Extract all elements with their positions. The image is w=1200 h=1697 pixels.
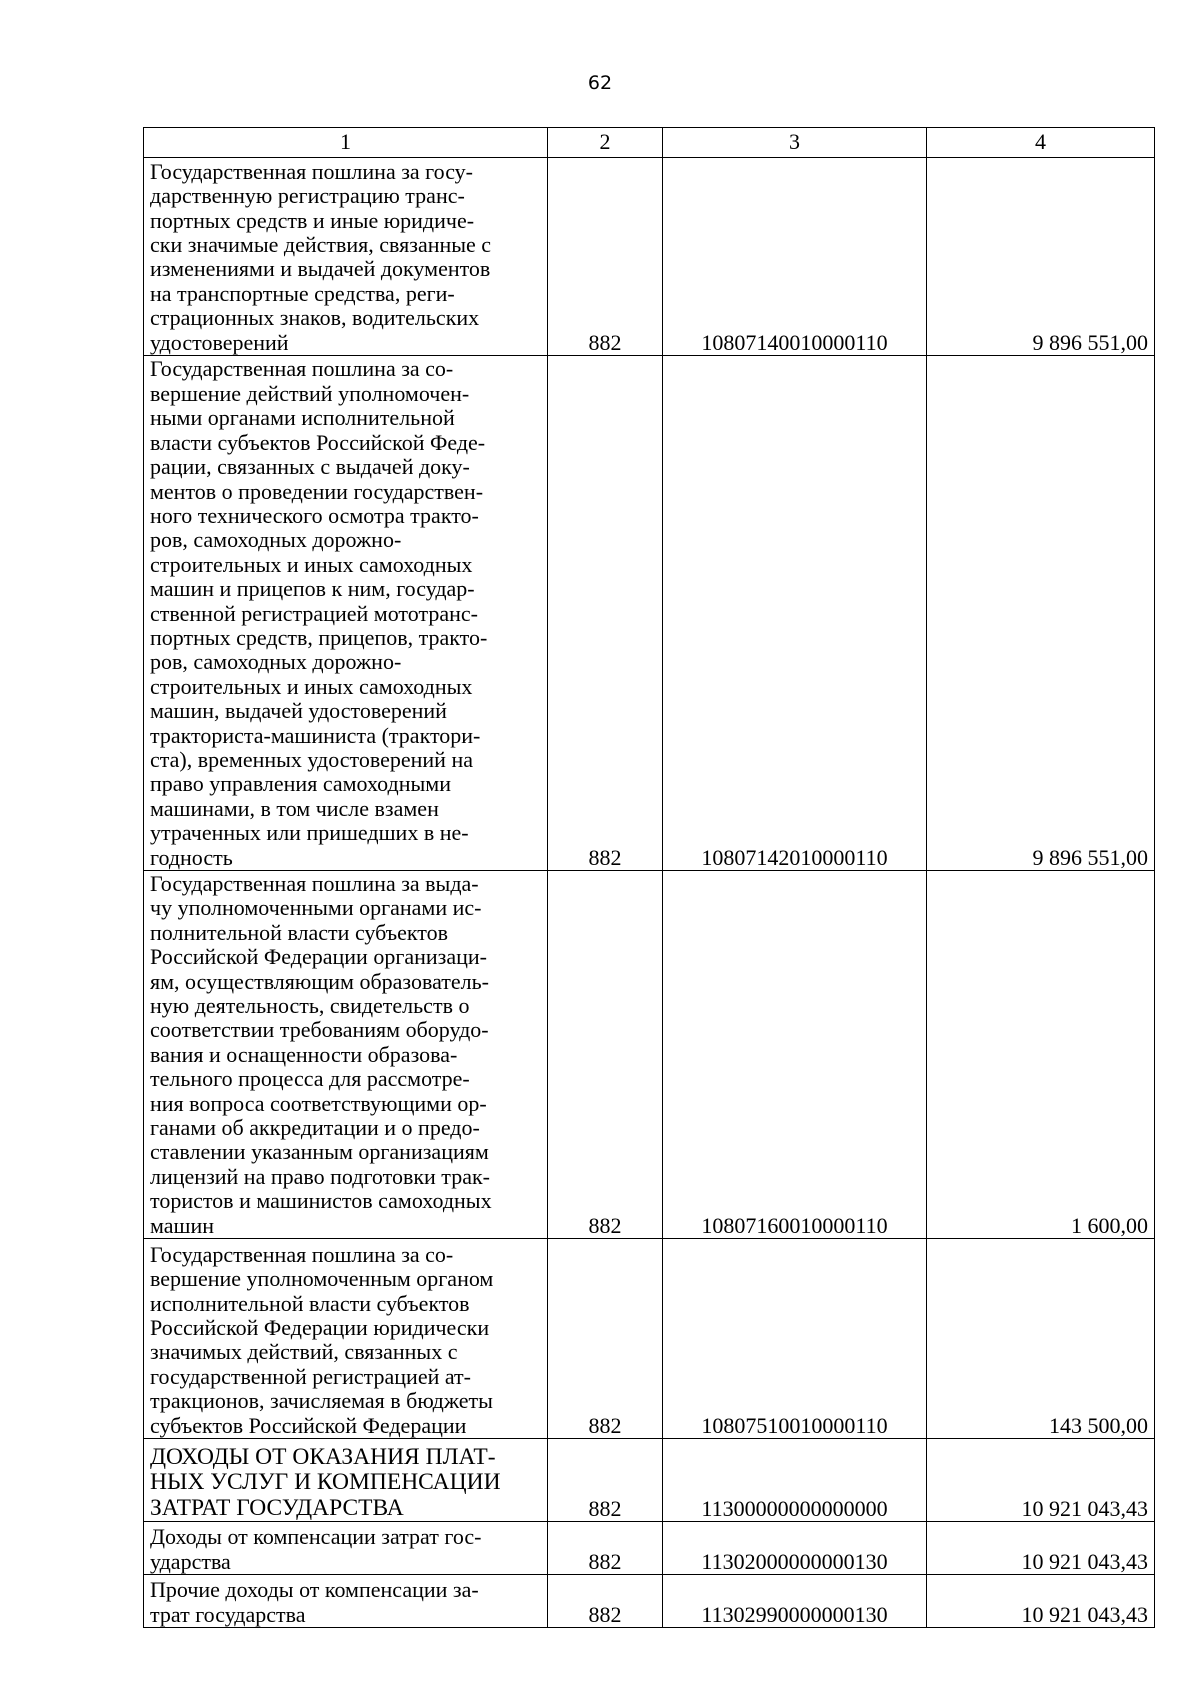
row-description: Прочие доходы от компенсации за- трат государства: [144, 1575, 548, 1628]
column-number-4: 4: [927, 128, 1155, 158]
table-row: [144, 1439, 1155, 1522]
table-row: [144, 356, 1155, 871]
table-row: [144, 1239, 1155, 1439]
row-kbk: 10807510010000110: [663, 1239, 927, 1439]
row-amount: 10 921 043,43: [927, 1522, 1155, 1575]
table-row: [144, 158, 1155, 356]
row-amount: 10 921 043,43: [927, 1439, 1155, 1522]
row-description: ДОХОДЫ ОТ ОКАЗАНИЯ ПЛАТ- НЫХ УСЛУГ И КОМПЕНСАЦИИ ЗАТРАТ ГОСУДАРСТВА: [144, 1439, 548, 1522]
column-number-1: 1: [144, 128, 548, 158]
row-kbk: 11302990000000130: [663, 1575, 927, 1628]
row-description: Государственная пошлина за со- вершение уполномоченным органом исполнительной власти субъектов Российской Федерации юридически значимых действий, связанных с государственной регистрацией ат- тракционов, зачисляемая в бюджеты субъектов Российской Федерации: [144, 1239, 548, 1439]
row-description: Государственная пошлина за со- вершение действий уполномочен- ными органами исполнительной власти субъектов Российской Феде- рации, связанных с выдачей доку- ментов о проведении государствен- ного технического осмотра тракто- ров, самоходных дорожно- строительных и иных самоходных машин и прицепов к ним, государ- ственной регистрацией мототранс- портных средств, прицепов, тракто- ров, самоходных дорожно- строительных и иных самоходных машин, выдачей удостоверений тракториста-машиниста (трактори- ста), временных удостоверений на право управления самоходными машинами, в том числе взамен утраченных или пришедших в не- годность: [144, 356, 548, 871]
table-row: [144, 871, 1155, 1239]
row-code: 882: [548, 871, 663, 1239]
row-code: 882: [548, 1575, 663, 1628]
row-code: 882: [548, 158, 663, 356]
row-amount: 9 896 551,00: [927, 158, 1155, 356]
revenue-table: [143, 127, 1155, 1628]
table-row: [144, 1522, 1155, 1575]
row-description: Государственная пошлина за госу- дарственную регистрацию транс- портных средств и иные юридиче- ски значимые действия, связанные с изменениями и выдачей документов на транспортные средства, реги- страционных знаков, водительских удостоверений: [144, 158, 548, 356]
row-code: 882: [548, 1522, 663, 1575]
row-description: Государственная пошлина за выда- чу уполномоченными органами ис- полнительной власти субъектов Российской Федерации организаци- ям, осуществляющим образователь- ную деятельность, свидетельств о соответствии требованиям оборудо- вания и оснащенности образова- тельного процесса для рассмотре- ния вопроса соответствующими ор- ганами об аккредитации и о предо- ставлении указанным организациям лицензий на право подготовки трак- тористов и машинистов самоходных машин: [144, 871, 548, 1239]
row-amount: 1 600,00: [927, 871, 1155, 1239]
row-description: Доходы от компенсации затрат гос- ударства: [144, 1522, 548, 1575]
page-number: 62: [587, 72, 613, 94]
row-code: 882: [548, 1439, 663, 1522]
table-row: [144, 1575, 1155, 1628]
column-number-2: 2: [548, 128, 663, 158]
row-amount: 10 921 043,43: [927, 1575, 1155, 1628]
column-number-3: 3: [663, 128, 927, 158]
row-kbk: 11300000000000000: [663, 1439, 927, 1522]
column-number-row: [144, 128, 1155, 158]
row-amount: 143 500,00: [927, 1239, 1155, 1439]
row-code: 882: [548, 356, 663, 871]
row-kbk: 11302000000000130: [663, 1522, 927, 1575]
row-amount: 9 896 551,00: [927, 356, 1155, 871]
row-code: 882: [548, 1239, 663, 1439]
row-kbk: 10807142010000110: [663, 356, 927, 871]
row-kbk: 10807160010000110: [663, 871, 927, 1239]
row-kbk: 10807140010000110: [663, 158, 927, 356]
